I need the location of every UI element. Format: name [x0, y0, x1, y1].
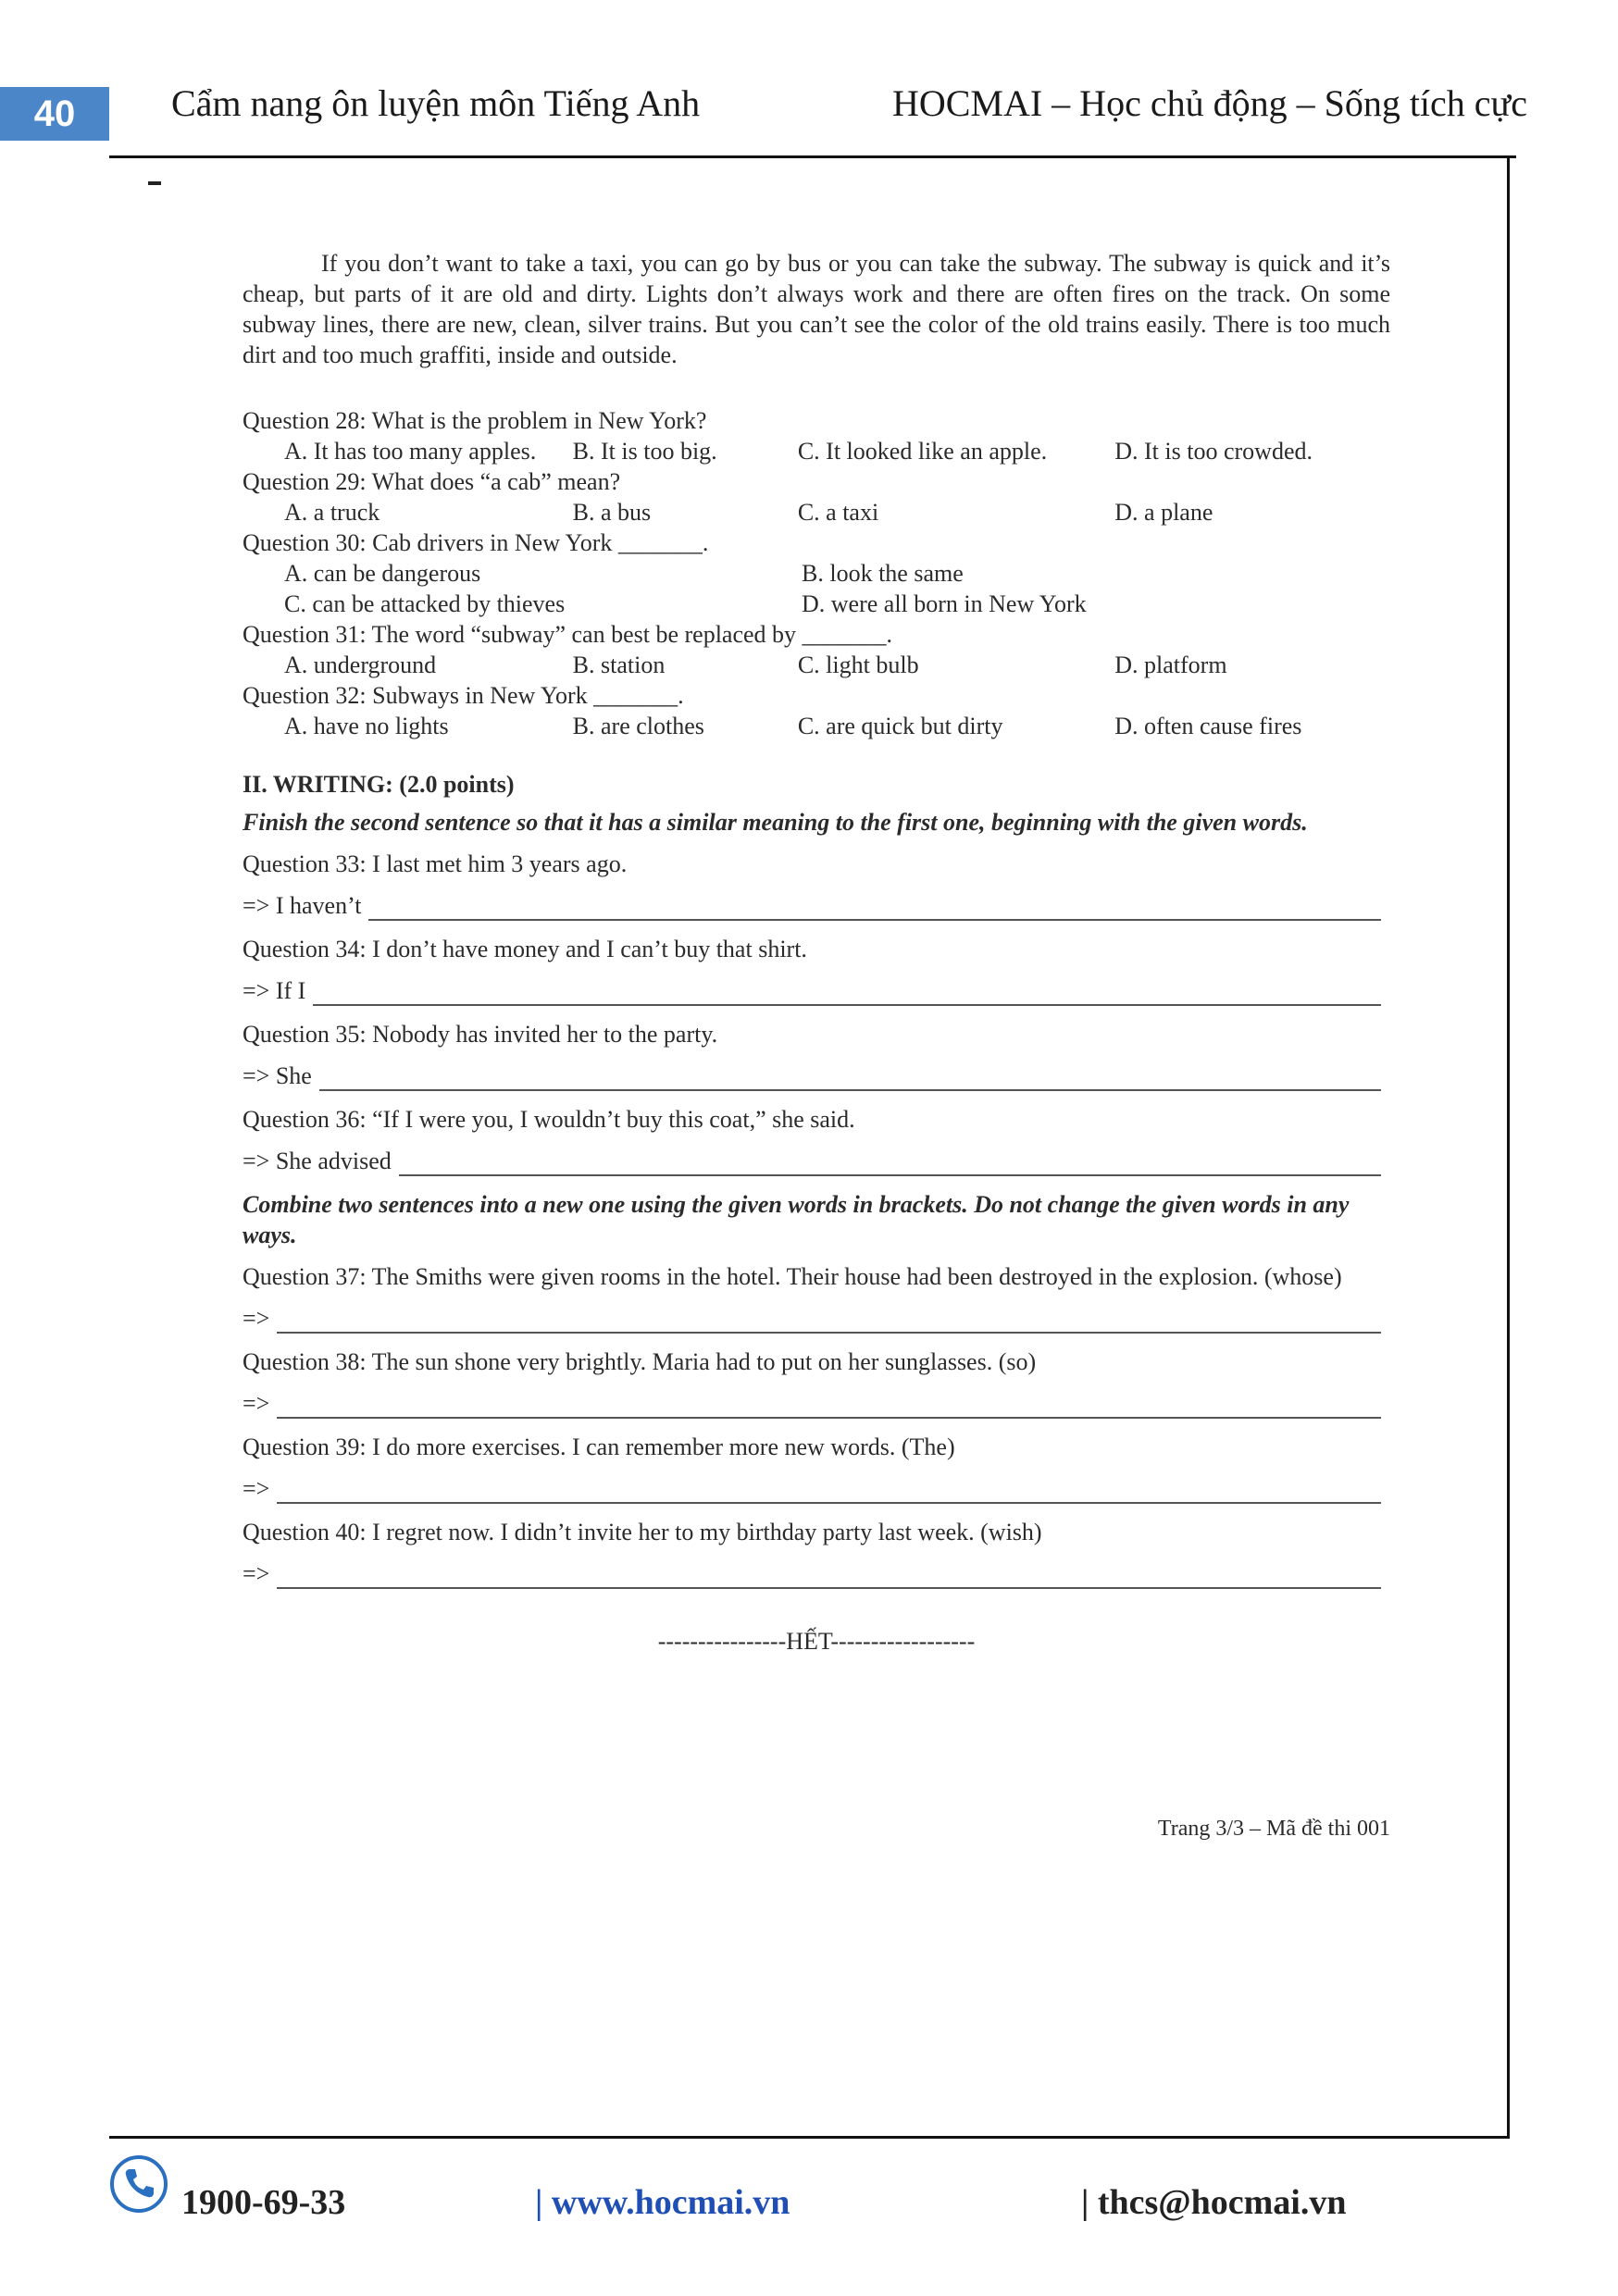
- options-30a: [243, 558, 1390, 589]
- answer-36: [243, 1146, 1390, 1176]
- answer-start: => She advised: [243, 1148, 392, 1174]
- reading-questions: [243, 405, 1390, 741]
- question-33: Question 33: I last met him 3 years ago.: [243, 850, 628, 877]
- writing-heading: II. WRITING: (2.0 points): [243, 771, 515, 798]
- option: B. a bus: [572, 499, 652, 526]
- option: D. often cause fires: [1114, 713, 1302, 739]
- answer-line[interactable]: [399, 1150, 1381, 1176]
- question-30: Question 30: Cab drivers in New York _______.: [243, 529, 709, 556]
- end-mark: ----------------HẾT------------------: [657, 1628, 976, 1655]
- answer-line[interactable]: [368, 895, 1381, 921]
- option: C. a taxi: [797, 499, 879, 526]
- answer-start: => She: [243, 1062, 312, 1089]
- options-28: [243, 436, 1390, 466]
- answer-line[interactable]: [313, 980, 1381, 1006]
- question-29: Question 29: What does “a cab” mean?: [243, 468, 621, 495]
- option: D. were all born in New York: [802, 590, 1087, 617]
- answer-line[interactable]: [277, 1393, 1381, 1419]
- option: B. station: [572, 652, 666, 678]
- reading-paragraph: If you don’t want to take a taxi, you can go by bus or you can take the subway. The subway is quick and it’s cheap, but parts of it are old and dirty. Lights don’t always work and there are often fires on the track. On some subway lines, there are new, clean, silver trains. But you can’t see the color of the old trains easily. There is too much dirt and too much graffiti, inside and outside.: [243, 250, 1390, 368]
- footer-phone: 1900-69-33: [181, 2183, 346, 2222]
- answer-38: [243, 1388, 1390, 1419]
- option: D. platform: [1114, 652, 1227, 678]
- option: A. have no lights: [284, 713, 449, 739]
- answer-line[interactable]: [277, 1563, 1381, 1589]
- options-31: [243, 650, 1390, 680]
- question-38: Question 38: The sun shone very brightly. Maria had to put on her sunglasses. (so): [243, 1348, 1037, 1375]
- question-28: Question 28: What is the problem in New York?: [243, 407, 707, 434]
- header-rule: [109, 155, 1516, 158]
- options-30b: [243, 589, 1390, 619]
- footer-website[interactable]: [535, 2182, 790, 2223]
- answer-35: [243, 1061, 1390, 1091]
- option: C. can be attacked by thieves: [284, 590, 566, 617]
- option: B. It is too big.: [572, 438, 717, 465]
- option: C. light bulb: [797, 652, 919, 678]
- option: A. It has too many apples.: [284, 438, 537, 465]
- answer-33: [243, 890, 1390, 921]
- website-link[interactable]: | www.hocmai.vn: [535, 2183, 790, 2222]
- question-39: Question 39: I do more exercises. I can remember more new words. (The): [243, 1433, 955, 1460]
- phone-icon: [109, 2154, 168, 2214]
- answer-line[interactable]: [319, 1065, 1381, 1091]
- footer-rule: [109, 2136, 1510, 2139]
- question-37: Question 37: The Smiths were given rooms in the hotel. Their house had been destroyed in the explosion. (whose): [243, 1263, 1342, 1290]
- answer-start: =>: [243, 1475, 270, 1502]
- option: C. are quick but dirty: [797, 713, 1003, 739]
- answer-start: =>: [243, 1560, 270, 1587]
- option: C. It looked like an apple.: [797, 438, 1048, 465]
- page-number-badge: 40: [0, 87, 109, 141]
- answer-start: =>: [243, 1305, 270, 1332]
- footer-email[interactable]: | thcs@hocmai.vn: [1081, 2183, 1347, 2222]
- question-40: Question 40: I regret now. I didn’t invite her to my birthday party last week. (wish): [243, 1519, 1042, 1545]
- question-35: Question 35: Nobody has invited her to the party.: [243, 1021, 718, 1048]
- answer-start: => If I: [243, 977, 306, 1004]
- question-32: Question 32: Subways in New York _______.: [243, 682, 684, 709]
- options-32: [243, 711, 1390, 741]
- answer-37: [243, 1303, 1390, 1334]
- writing-instruction-1: Finish the second sentence so that it has a similar meaning to the first one, beginning with the given words.: [243, 809, 1308, 836]
- answer-34: [243, 975, 1390, 1006]
- option: A. a truck: [284, 499, 380, 526]
- question-36: Question 36: “If I were you, I wouldn’t buy this coat,” she said.: [243, 1106, 855, 1133]
- scan-border-right: [1507, 155, 1510, 2138]
- header-right-title: HOCMAI – Học chủ động – Sống tích cực: [891, 82, 1527, 124]
- option: D. a plane: [1114, 499, 1214, 526]
- answer-start: =>: [243, 1390, 270, 1417]
- answer-line[interactable]: [277, 1308, 1381, 1334]
- scanned-exam-page: [243, 248, 1390, 1869]
- option: B. look the same: [802, 560, 964, 587]
- writing-instruction-2: Combine two sentences into a new one using the given words in brackets. Do not change the given words in any ways.: [243, 1191, 1350, 1248]
- answer-start: => I haven’t: [243, 892, 362, 919]
- question-34: Question 34: I don’t have money and I can’t buy that shirt.: [243, 936, 807, 962]
- option: B. are clothes: [572, 713, 704, 739]
- scan-mark: [148, 181, 161, 185]
- header-left-title: Cẩm nang ôn luyện môn Tiếng Anh: [171, 82, 701, 124]
- option: A. underground: [284, 652, 437, 678]
- options-29: [243, 497, 1390, 527]
- answer-line[interactable]: [277, 1478, 1381, 1504]
- question-31: Question 31: The word “subway” can best be replaced by _______.: [243, 621, 893, 648]
- answer-39: [243, 1473, 1390, 1504]
- page-info: Trang 3/3 – Mã đề thi 001: [1157, 1817, 1390, 1841]
- answer-40: [243, 1558, 1390, 1589]
- option: D. It is too crowded.: [1114, 438, 1313, 465]
- option: A. can be dangerous: [284, 560, 481, 587]
